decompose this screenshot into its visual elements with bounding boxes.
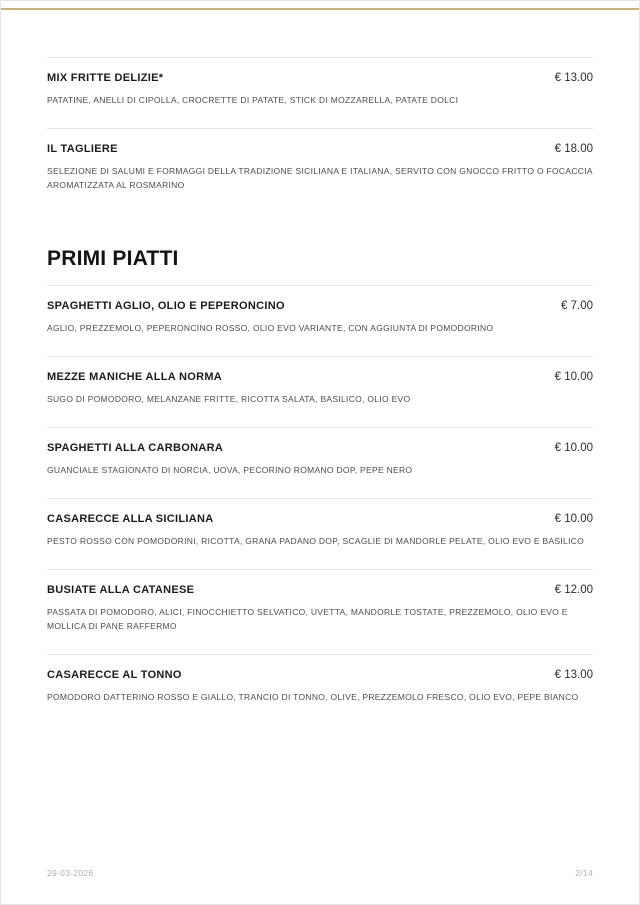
item-name: IL TAGLIERE	[47, 143, 118, 156]
item-name: MIX FRITTE DELIZIE*	[47, 72, 164, 84]
footer-date: 29-03-2026	[47, 868, 94, 878]
item-header-row	[47, 513, 593, 525]
menu-item	[47, 427, 593, 498]
item-price: € 18.00	[554, 143, 593, 156]
page-footer	[47, 868, 593, 878]
item-description: PATATINE, ANELLI DI CIPOLLA, CROCRETTE DI PATATE, STICK DI MOZZARELLA, PATATE DOLCI	[47, 95, 459, 105]
item-price: € 7.00	[561, 300, 593, 313]
menu-item	[47, 356, 593, 427]
intro-items-section	[47, 57, 593, 213]
item-description: SUGO DI POMODORO, MELANZANE FRITTE, RICOTTA SALATA, BASILICO, OLIO EVO	[47, 394, 411, 405]
item-header-row	[47, 442, 593, 454]
item-header-row	[47, 669, 593, 681]
menu-content	[1, 1, 639, 725]
item-price: € 13.00	[554, 72, 593, 84]
menu-item	[47, 285, 593, 356]
item-header-row	[47, 584, 593, 596]
item-header-row	[47, 143, 593, 155]
top-accent-line	[1, 8, 639, 10]
menu-item	[47, 569, 593, 654]
item-description: POMODORO DATTERINO ROSSO E GIALLO, TRANCIO DI TONNO, OLIVE, PREZZEMOLO FRESCO, OLIO EVO, PEPE BIANCO	[47, 692, 579, 703]
menu-item	[47, 57, 593, 128]
item-description: SELEZIONE DI SALUMI E FORMAGGI DELLA TRADIZIONE SICILIANA E ITALIANA, SERVITO CON GNOCCO FRITTO O FOCACCIA AROMATIZZATA AL ROSMARINO	[47, 166, 593, 191]
item-description: AGLIO, PREZZEMOLO, PEPERONCINO ROSSO, OLIO EVO VARIANTE, CON AGGIUNTA DI POMODORINO	[47, 323, 494, 334]
item-header-row	[47, 371, 593, 383]
item-price: € 12.00	[554, 584, 593, 597]
primi-piatti-section	[47, 285, 593, 725]
item-name: SPAGHETTI ALLA CARBONARA	[47, 442, 224, 455]
menu-item	[47, 128, 593, 213]
footer-page-number: 2/14	[575, 868, 593, 878]
item-name: BUSIATE ALLA CATANESE	[47, 584, 195, 597]
item-header-row	[47, 72, 593, 84]
item-price: € 13.00	[554, 669, 593, 682]
item-name: MEZZE MANICHE ALLA NORMA	[47, 371, 223, 384]
item-description: GUANCIALE STAGIONATO DI NORCIA, UOVA, PECORINO ROMANO DOP, PEPE NERO	[47, 465, 413, 476]
item-price: € 10.00	[554, 371, 593, 384]
item-description: PESTO ROSSO CON POMODORINI, RICOTTA, GRANA PADANO DOP, SCAGLIE DI MANDORLE PELATE, OLIO EVO E BASILICO	[47, 536, 585, 547]
item-header-row	[47, 300, 593, 312]
section-title: PRIMI PIATTI	[47, 247, 179, 271]
menu-item	[47, 654, 593, 725]
menu-item	[47, 498, 593, 569]
item-name: SPAGHETTI AGLIO, OLIO E PEPERONCINO	[47, 300, 285, 313]
item-description: PASSATA DI POMODORO, ALICI, FINOCCHIETTO SELVATICO, UVETTA, MANDORLE TOSTATE, PREZZEMOLO, OLIO EVO E MOLLICA DI PANE RAFFERMO	[47, 607, 568, 632]
item-price: € 10.00	[554, 513, 593, 526]
item-name: CASARECCE ALLA SICILIANA	[47, 513, 214, 526]
item-price: € 10.00	[554, 442, 593, 455]
item-name: CASARECCE AL TONNO	[47, 669, 182, 682]
